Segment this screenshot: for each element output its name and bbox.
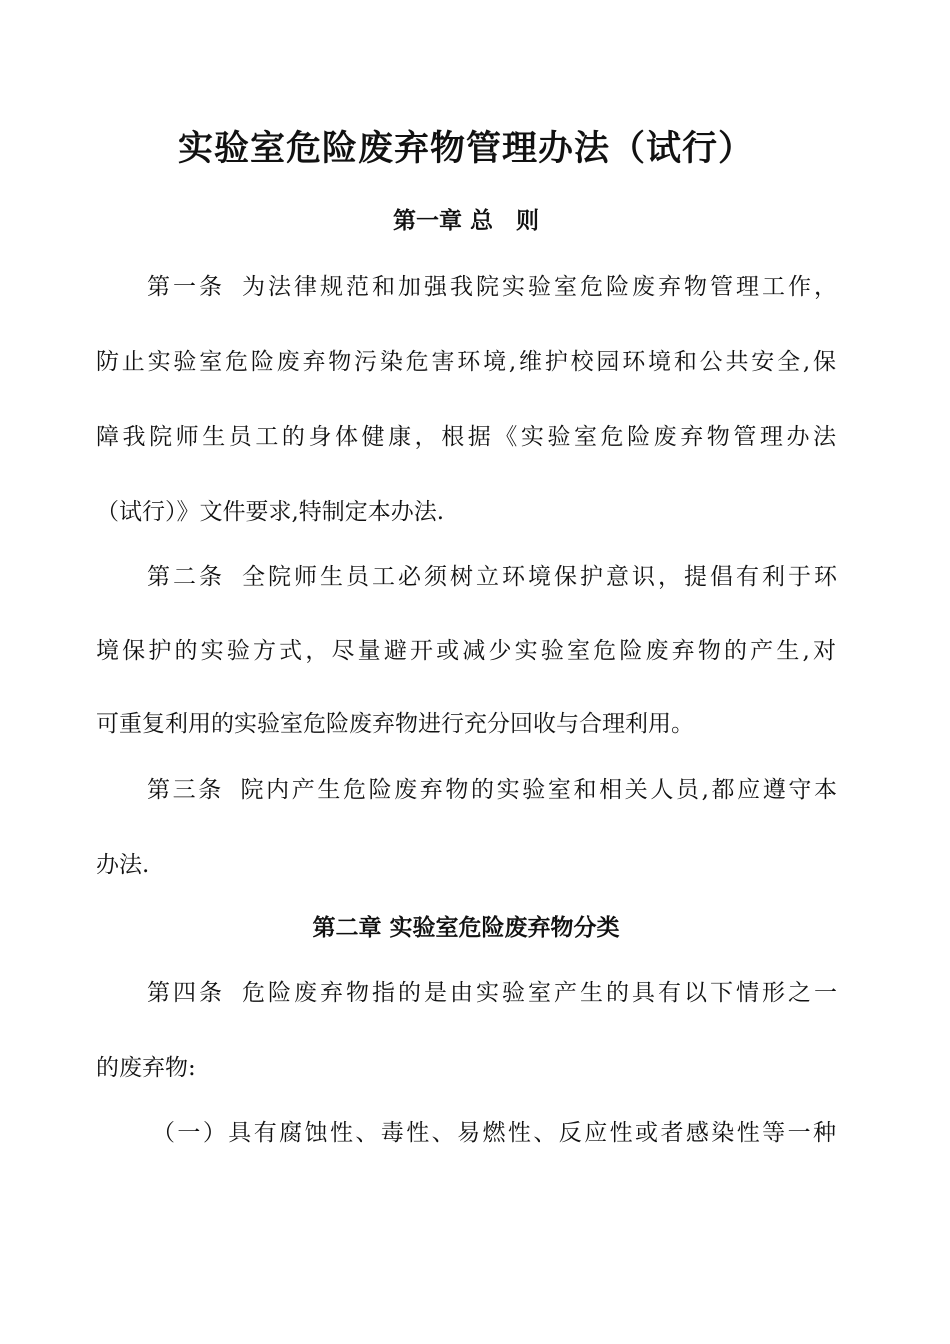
chapter-heading: 第一章 总 则: [392, 208, 539, 234]
article-1-line-2: 防止实验室危险废弃物污染危害环境,维护校园环境和公共安全,保: [96, 349, 836, 375]
document-title: 实验室危险废弃物管理办法（试行）: [177, 128, 754, 169]
article-text: 全院师生员工必须树立环境保护意识，提倡有利于环: [239, 564, 837, 590]
article-1-line-3: 障我院师生员工的身体健康，根据《实验室危险废弃物管理办法: [96, 424, 836, 450]
article-4-line-1: [147, 973, 837, 1013]
list-item: （一）具有腐蚀性、毒性、易燃性、反应性或者感染性等一种: [152, 1120, 836, 1146]
article-1-line-4: （试行）》文件要求,特制定本办法.: [96, 499, 445, 525]
article-label: 第三条: [147, 777, 224, 803]
article-text: 为法律规范和加强我院实验室危险废弃物管理工作，: [239, 274, 837, 300]
article-1-line-1: [147, 267, 837, 307]
article-3-line-1: [147, 770, 837, 810]
article-2-line-2: 境保护的实验方式，尽量避开或减少实验室危险废弃物的产生,对: [96, 638, 836, 664]
article-label: 第一条: [147, 274, 225, 300]
article-text: 危险废弃物指的是由实验室产生的具有以下情形之一: [239, 980, 837, 1006]
article-2-line-1: [147, 557, 837, 597]
article-text: 院内产生危险废弃物的实验室和相关人员,都应遵守本: [237, 777, 838, 803]
article-3-line-2: 办法.: [96, 852, 150, 878]
article-label: 第四条: [147, 980, 225, 1006]
article-4-line-2: 的废弃物:: [96, 1055, 196, 1081]
chapter-heading: 第二章 实验室危险废弃物分类: [312, 915, 620, 941]
article-2-line-3: 可重复利用的实验室危险废弃物进行充分回收与合理利用。: [96, 711, 694, 737]
article-label: 第二条: [147, 564, 225, 590]
